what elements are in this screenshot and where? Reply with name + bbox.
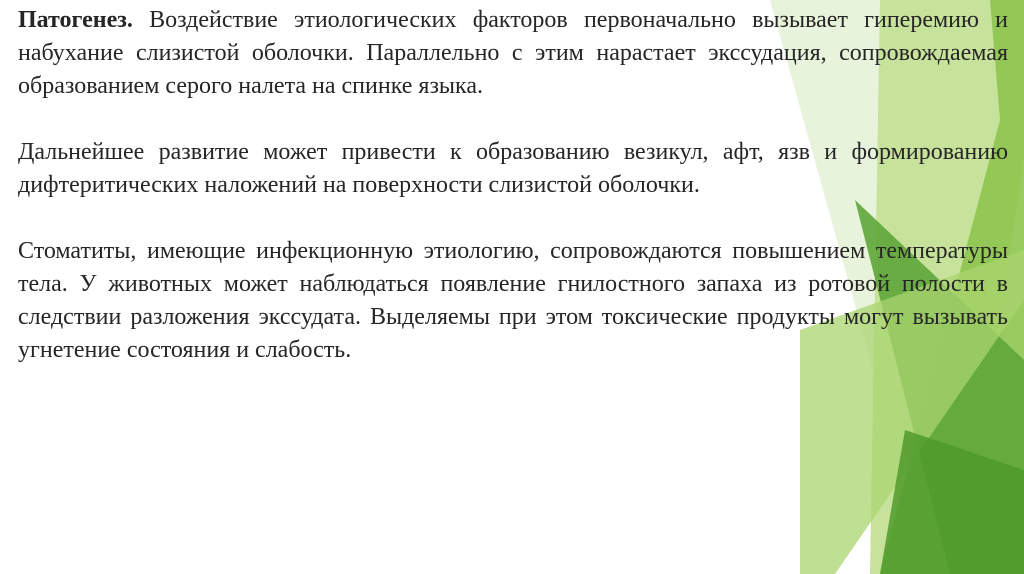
paragraph-stomatitis — [18, 235, 1008, 367]
paragraph-body: Дальнейшее развитие может привести к образованию везикул, афт, язв и формированию дифтеритических наложений на поверхности слизистой оболочки. — [18, 139, 1008, 198]
paragraph-lead-term: Патогенез. — [18, 7, 133, 33]
paragraph-pathogenesis — [18, 4, 1008, 103]
paragraph-body: Стоматиты, имеющие инфекционную этиологию, сопровождаются повышением температуры тела. У животных может наблюдаться появление гнилостного запаха из ротовой полости в следствии разложения экссудата. Выделяемы при этом токсические продукты могут вызывать угнетение состояния и слабость. — [18, 238, 1008, 363]
paragraph-body: Воздействие этиологических факторов первоначально вызывает гиперемию и набухание слизистой оболочки. Параллельно с этим нарастает экссудация, сопровождаемая образованием серого налета на спинке языка. — [18, 7, 1008, 99]
slide-text-content — [18, 4, 1008, 367]
paragraph-development — [18, 136, 1008, 202]
